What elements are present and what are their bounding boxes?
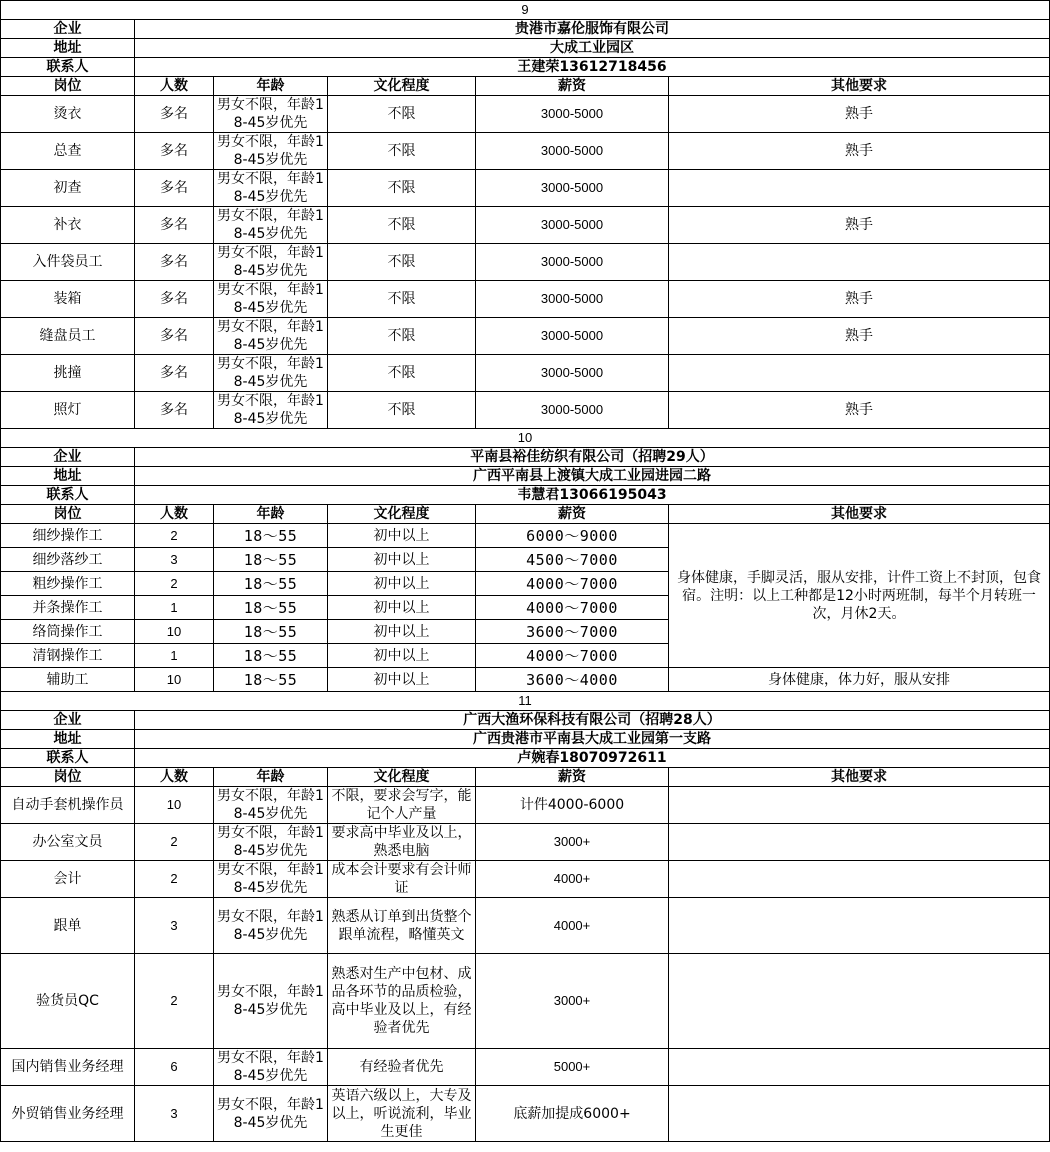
age-cell: 男女不限，年龄18-45岁优先 — [214, 861, 328, 898]
count-cell: 6 — [135, 1049, 214, 1086]
header-position: 岗位 — [1, 77, 135, 96]
table-row — [1, 355, 1050, 392]
position-cell: 并条操作工 — [1, 596, 135, 620]
other-cell — [669, 170, 1050, 207]
position-cell: 外贸销售业务经理 — [1, 1086, 135, 1142]
salary-cell: 4000～7000 — [476, 596, 669, 620]
other-cell — [669, 898, 1050, 954]
education-cell: 不限 — [328, 244, 476, 281]
education-cell: 初中以上 — [328, 644, 476, 668]
education-cell: 初中以上 — [328, 620, 476, 644]
table-row — [1, 824, 1050, 861]
section-number: 10 — [1, 429, 1050, 448]
count-cell: 10 — [135, 787, 214, 824]
table-row — [1, 898, 1050, 954]
other-cell: 熟手 — [669, 133, 1050, 170]
section-number: 9 — [1, 1, 1050, 20]
contact-label: 联系人 — [1, 486, 135, 505]
age-cell: 男女不限，年龄18-45岁优先 — [214, 96, 328, 133]
table-row — [1, 668, 1050, 692]
other-cell — [669, 1049, 1050, 1086]
count-cell: 多名 — [135, 355, 214, 392]
other-cell: 熟手 — [669, 96, 1050, 133]
education-cell: 不限 — [328, 281, 476, 318]
table-row — [1, 281, 1050, 318]
position-cell: 初查 — [1, 170, 135, 207]
age-cell: 18～55 — [214, 668, 328, 692]
age-cell: 18～55 — [214, 644, 328, 668]
position-cell: 缝盘员工 — [1, 318, 135, 355]
table-row — [1, 392, 1050, 429]
header-position: 岗位 — [1, 505, 135, 524]
count-cell: 多名 — [135, 133, 214, 170]
other-cell — [669, 355, 1050, 392]
other-cell: 熟手 — [669, 392, 1050, 429]
age-cell: 男女不限，年龄18-45岁优先 — [214, 392, 328, 429]
age-cell: 男女不限，年龄18-45岁优先 — [214, 787, 328, 824]
other-cell — [669, 861, 1050, 898]
salary-cell: 3000-5000 — [476, 244, 669, 281]
education-cell: 不限 — [328, 392, 476, 429]
table-row — [1, 96, 1050, 133]
position-cell: 总查 — [1, 133, 135, 170]
count-cell: 多名 — [135, 281, 214, 318]
count-cell: 多名 — [135, 170, 214, 207]
age-cell: 男女不限，年龄18-45岁优先 — [214, 824, 328, 861]
education-cell: 不限 — [328, 318, 476, 355]
other-cell — [669, 787, 1050, 824]
header-position: 岗位 — [1, 768, 135, 787]
position-cell: 络筒操作工 — [1, 620, 135, 644]
company-name: 广西大渔环保科技有限公司（招聘28人） — [135, 711, 1050, 730]
count-cell: 多名 — [135, 318, 214, 355]
education-cell: 不限 — [328, 207, 476, 244]
count-cell: 10 — [135, 668, 214, 692]
position-cell: 粗纱操作工 — [1, 572, 135, 596]
other-cell: 熟手 — [669, 281, 1050, 318]
count-cell: 多名 — [135, 392, 214, 429]
education-cell: 初中以上 — [328, 524, 476, 548]
header-age: 年龄 — [214, 77, 328, 96]
company-address: 广西平南县上渡镇大成工业园进园二路 — [135, 467, 1050, 486]
company-name: 贵港市嘉伦服饰有限公司 — [135, 20, 1050, 39]
salary-cell: 4500～7000 — [476, 548, 669, 572]
age-cell: 男女不限，年龄18-45岁优先 — [214, 244, 328, 281]
salary-cell: 3600～4000 — [476, 668, 669, 692]
education-cell: 成本会计要求有会计师证 — [328, 861, 476, 898]
table-row — [1, 244, 1050, 281]
table-row — [1, 1049, 1050, 1086]
salary-cell: 3000+ — [476, 954, 669, 1049]
position-cell: 细纱操作工 — [1, 524, 135, 548]
other-requirements-merged: 身体健康，手脚灵活，服从安排，计件工资上不封顶，包食宿。注明：以上工种都是12小时两班制，每半个月转班一次，月休2天。 — [669, 524, 1050, 668]
salary-cell: 4000+ — [476, 898, 669, 954]
age-cell: 男女不限，年龄18-45岁优先 — [214, 898, 328, 954]
table-row — [1, 861, 1050, 898]
count-cell: 2 — [135, 861, 214, 898]
table-row — [1, 318, 1050, 355]
age-cell: 男女不限，年龄18-45岁优先 — [214, 1049, 328, 1086]
position-cell: 国内销售业务经理 — [1, 1049, 135, 1086]
age-cell: 18～55 — [214, 596, 328, 620]
count-cell: 2 — [135, 824, 214, 861]
age-cell: 男女不限，年龄18-45岁优先 — [214, 954, 328, 1049]
header-other: 其他要求 — [669, 77, 1050, 96]
company-label: 企业 — [1, 20, 135, 39]
company-contact: 王建荣13612718456 — [135, 58, 1050, 77]
company-label: 企业 — [1, 448, 135, 467]
salary-cell: 3000-5000 — [476, 281, 669, 318]
position-cell: 细纱落纱工 — [1, 548, 135, 572]
education-cell: 不限 — [328, 355, 476, 392]
other-cell: 熟手 — [669, 207, 1050, 244]
education-cell: 初中以上 — [328, 548, 476, 572]
education-cell: 要求高中毕业及以上，熟悉电脑 — [328, 824, 476, 861]
salary-cell: 5000+ — [476, 1049, 669, 1086]
header-count: 人数 — [135, 768, 214, 787]
position-cell: 辅助工 — [1, 668, 135, 692]
education-cell: 不限 — [328, 170, 476, 207]
salary-cell: 6000～9000 — [476, 524, 669, 548]
header-count: 人数 — [135, 505, 214, 524]
age-cell: 男女不限，年龄18-45岁优先 — [214, 281, 328, 318]
header-salary: 薪资 — [476, 768, 669, 787]
salary-cell: 3000+ — [476, 824, 669, 861]
salary-cell: 4000+ — [476, 861, 669, 898]
count-cell: 多名 — [135, 244, 214, 281]
salary-cell: 4000～7000 — [476, 572, 669, 596]
company-address: 大成工业园区 — [135, 39, 1050, 58]
education-cell: 有经验者优先 — [328, 1049, 476, 1086]
header-age: 年龄 — [214, 768, 328, 787]
address-label: 地址 — [1, 730, 135, 749]
position-cell: 补衣 — [1, 207, 135, 244]
position-cell: 烫衣 — [1, 96, 135, 133]
company-name: 平南县裕佳纺织有限公司（招聘29人） — [135, 448, 1050, 467]
table-row — [1, 207, 1050, 244]
education-cell: 熟悉对生产中包材、成品各环节的品质检验，高中毕业及以上，有经验者优先 — [328, 954, 476, 1049]
address-label: 地址 — [1, 39, 135, 58]
contact-label: 联系人 — [1, 58, 135, 77]
header-age: 年龄 — [214, 505, 328, 524]
table-row — [1, 1086, 1050, 1142]
salary-cell: 3000-5000 — [476, 96, 669, 133]
position-cell: 装箱 — [1, 281, 135, 318]
age-cell: 男女不限，年龄18-45岁优先 — [214, 133, 328, 170]
header-salary: 薪资 — [476, 505, 669, 524]
count-cell: 3 — [135, 548, 214, 572]
age-cell: 男女不限，年龄18-45岁优先 — [214, 1086, 328, 1142]
count-cell: 2 — [135, 572, 214, 596]
other-cell — [669, 1086, 1050, 1142]
count-cell: 1 — [135, 644, 214, 668]
table-row — [1, 787, 1050, 824]
position-cell: 挑撞 — [1, 355, 135, 392]
header-other: 其他要求 — [669, 768, 1050, 787]
position-cell: 清钢操作工 — [1, 644, 135, 668]
education-cell: 不限，要求会写字，能记个人产量 — [328, 787, 476, 824]
header-education: 文化程度 — [328, 768, 476, 787]
address-label: 地址 — [1, 467, 135, 486]
header-other: 其他要求 — [669, 505, 1050, 524]
education-cell: 初中以上 — [328, 596, 476, 620]
count-cell: 2 — [135, 954, 214, 1049]
salary-cell: 计件4000-6000 — [476, 787, 669, 824]
header-education: 文化程度 — [328, 77, 476, 96]
age-cell: 18～55 — [214, 524, 328, 548]
position-cell: 照灯 — [1, 392, 135, 429]
table-row — [1, 133, 1050, 170]
position-cell: 会计 — [1, 861, 135, 898]
salary-cell: 底薪加提成6000+ — [476, 1086, 669, 1142]
age-cell: 男女不限，年龄18-45岁优先 — [214, 355, 328, 392]
salary-cell: 3000-5000 — [476, 355, 669, 392]
education-cell: 不限 — [328, 96, 476, 133]
position-cell: 跟单 — [1, 898, 135, 954]
salary-cell: 3000-5000 — [476, 318, 669, 355]
section-number: 11 — [1, 692, 1050, 711]
header-count: 人数 — [135, 77, 214, 96]
age-cell: 男女不限，年龄18-45岁优先 — [214, 207, 328, 244]
age-cell: 男女不限，年龄18-45岁优先 — [214, 170, 328, 207]
position-cell: 自动手套机操作员 — [1, 787, 135, 824]
salary-cell: 3000-5000 — [476, 133, 669, 170]
salary-cell: 3000-5000 — [476, 170, 669, 207]
salary-cell: 3000-5000 — [476, 207, 669, 244]
count-cell: 多名 — [135, 207, 214, 244]
table-row — [1, 524, 1050, 548]
table-row — [1, 954, 1050, 1049]
age-cell: 18～55 — [214, 572, 328, 596]
other-cell — [669, 954, 1050, 1049]
company-address: 广西贵港市平南县大成工业园第一支路 — [135, 730, 1050, 749]
education-cell: 不限 — [328, 133, 476, 170]
count-cell: 2 — [135, 524, 214, 548]
education-cell: 英语六级以上，大专及以上，听说流利，毕业生更佳 — [328, 1086, 476, 1142]
company-contact: 韦慧君13066195043 — [135, 486, 1050, 505]
count-cell: 1 — [135, 596, 214, 620]
header-education: 文化程度 — [328, 505, 476, 524]
count-cell: 3 — [135, 898, 214, 954]
other-cell — [669, 244, 1050, 281]
count-cell: 10 — [135, 620, 214, 644]
company-contact: 卢婉春18070972611 — [135, 749, 1050, 768]
age-cell: 男女不限，年龄18-45岁优先 — [214, 318, 328, 355]
company-label: 企业 — [1, 711, 135, 730]
other-cell: 身体健康，体力好，服从安排 — [669, 668, 1050, 692]
education-cell: 初中以上 — [328, 572, 476, 596]
contact-label: 联系人 — [1, 749, 135, 768]
position-cell: 入件袋员工 — [1, 244, 135, 281]
position-cell: 验货员QC — [1, 954, 135, 1049]
salary-cell: 3600～7000 — [476, 620, 669, 644]
age-cell: 18～55 — [214, 620, 328, 644]
salary-cell: 4000～7000 — [476, 644, 669, 668]
position-cell: 办公室文员 — [1, 824, 135, 861]
other-cell: 熟手 — [669, 318, 1050, 355]
salary-cell: 3000-5000 — [476, 392, 669, 429]
count-cell: 多名 — [135, 96, 214, 133]
header-salary: 薪资 — [476, 77, 669, 96]
table-row — [1, 170, 1050, 207]
education-cell: 初中以上 — [328, 668, 476, 692]
education-cell: 熟悉从订单到出货整个跟单流程，略懂英文 — [328, 898, 476, 954]
other-cell — [669, 824, 1050, 861]
age-cell: 18～55 — [214, 548, 328, 572]
count-cell: 3 — [135, 1086, 214, 1142]
